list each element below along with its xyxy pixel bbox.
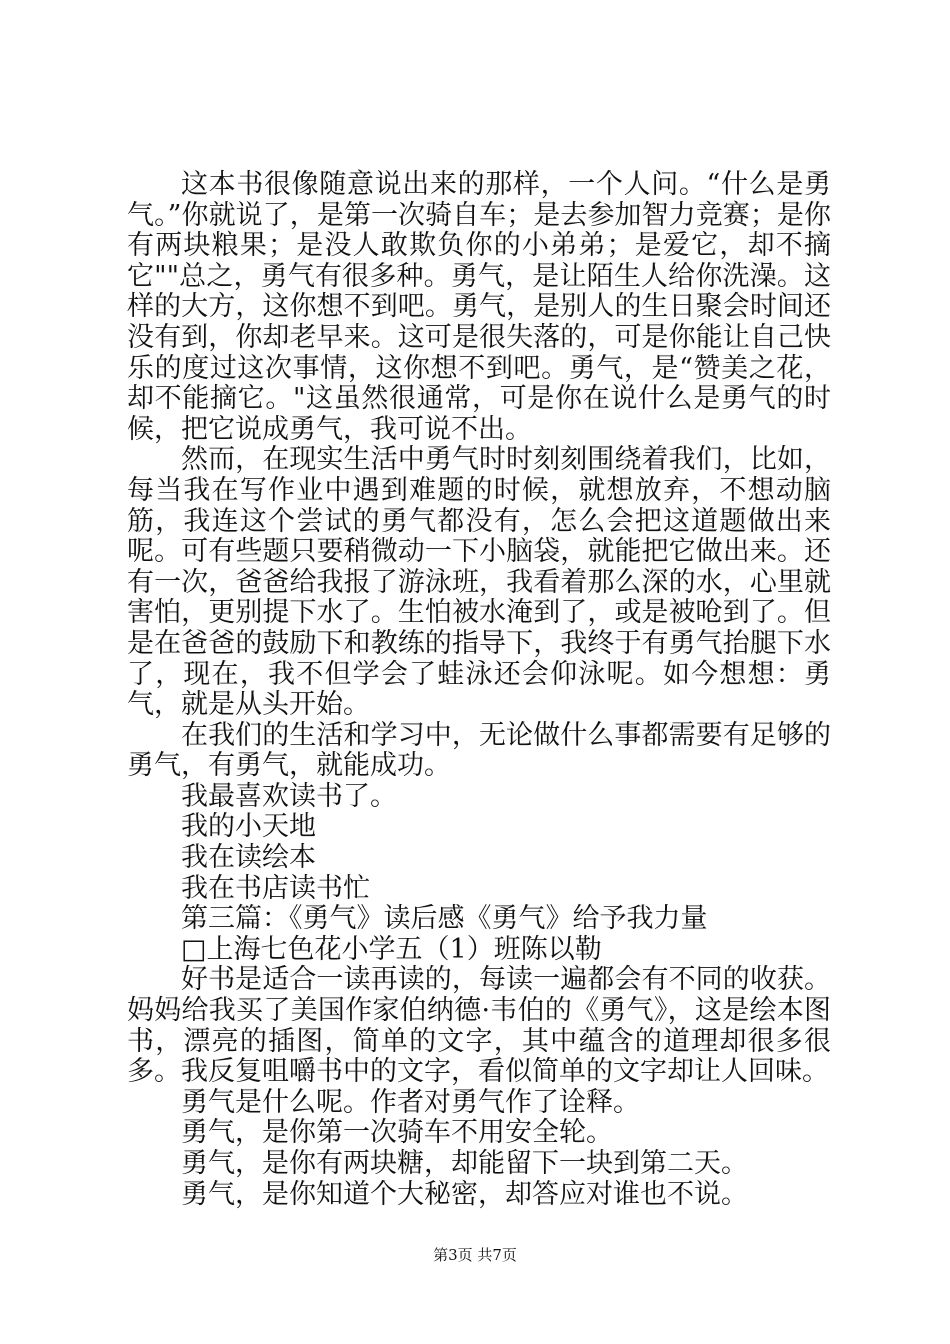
section-heading-part-three: 第三篇：《勇气》读后感《勇气》给予我力量 (181, 903, 708, 935)
paragraph-real-life-courage: 然而，在现实生活中勇气时时刻刻围绕着我们，比如，每当我在写作业中遇到难题的时候，就想放弃，不想动脑筋，我连这个尝试的勇气都没有，怎么会把这道题做出来呢。可有些题只要稍微动一下小脑袋，就能把它做出来。还有一次，爸爸给我报了游泳班，我看着那么深的水，心里就害怕，更别提下水了。生怕被水淹到了，或是被呛到了。但是在爸爸的鼓励下和教练的指导下，我终于有勇气抬腿下水了，现在，我不但学会了蛙泳还会仰泳呢。如今想想：勇气，就是从头开始。 (127, 444, 831, 721)
line-my-little-world: 我的小天地 (181, 811, 316, 843)
line-courage-candy: 勇气，是你有两块糖，却能留下一块到第二天。 (181, 1148, 748, 1179)
line-courage-secret: 勇气，是你知道个大秘密，却答应对谁也不说。 (181, 1178, 748, 1210)
line-love-reading: 我最喜欢读书了。 (181, 780, 397, 812)
line-reading-at-bookstore: 我在书店读书忙 (181, 872, 370, 904)
author-byline: □上海七色花小学五（1）班陈以勒 (181, 933, 602, 965)
document-body (127, 170, 831, 1210)
line-reading-picture-book: 我在读绘本 (181, 842, 316, 874)
line-courage-bike: 勇气，是你第一次骑车不用安全轮。 (181, 1117, 613, 1149)
line-what-is-courage: 勇气是什么呢。作者对勇气作了诠释。 (181, 1086, 640, 1118)
paragraph-courage-definitions: 这本书很像随意说出来的那样，一个人问。“什么是勇气。”你就说了，是第一次骑自车；是去参加智力竞赛；是你有两块粮果；是没人敢欺负你的小弟弟；是爱它，却不摘它""总之，勇气有很多种。勇气，是让陌生人给你洗澡。这样的大方，这你想不到吧。勇气，是别人的生日聚会时间还没有到，你却老早来。这可是很失落的，可是你能让自己快乐的度过这次事情，这你想不到吧。勇气，是“赞美之花，却不能摘它。"这虽然很通常，可是你在说什么是勇气的时候，把它说成勇气，我可说不出。 (127, 169, 831, 445)
paragraph-courage-success: 在我们的生活和学习中，无论做什么事都需要有足够的勇气，有勇气，就能成功。 (127, 719, 831, 782)
paragraph-good-book: 好书是适合一读再读的，每读一遍都会有不同的收获。妈妈给我买了美国作家伯纳德·韦伯的《勇气》，这是绘本图书，漂亮的插图，简单的文字，其中蕴含的道理却很多很多。我反复咀嚼书中的文字，看似简单的文字却让人回味。 (127, 964, 831, 1088)
page-number-footer: 第3页 共7页 (433, 1246, 517, 1264)
